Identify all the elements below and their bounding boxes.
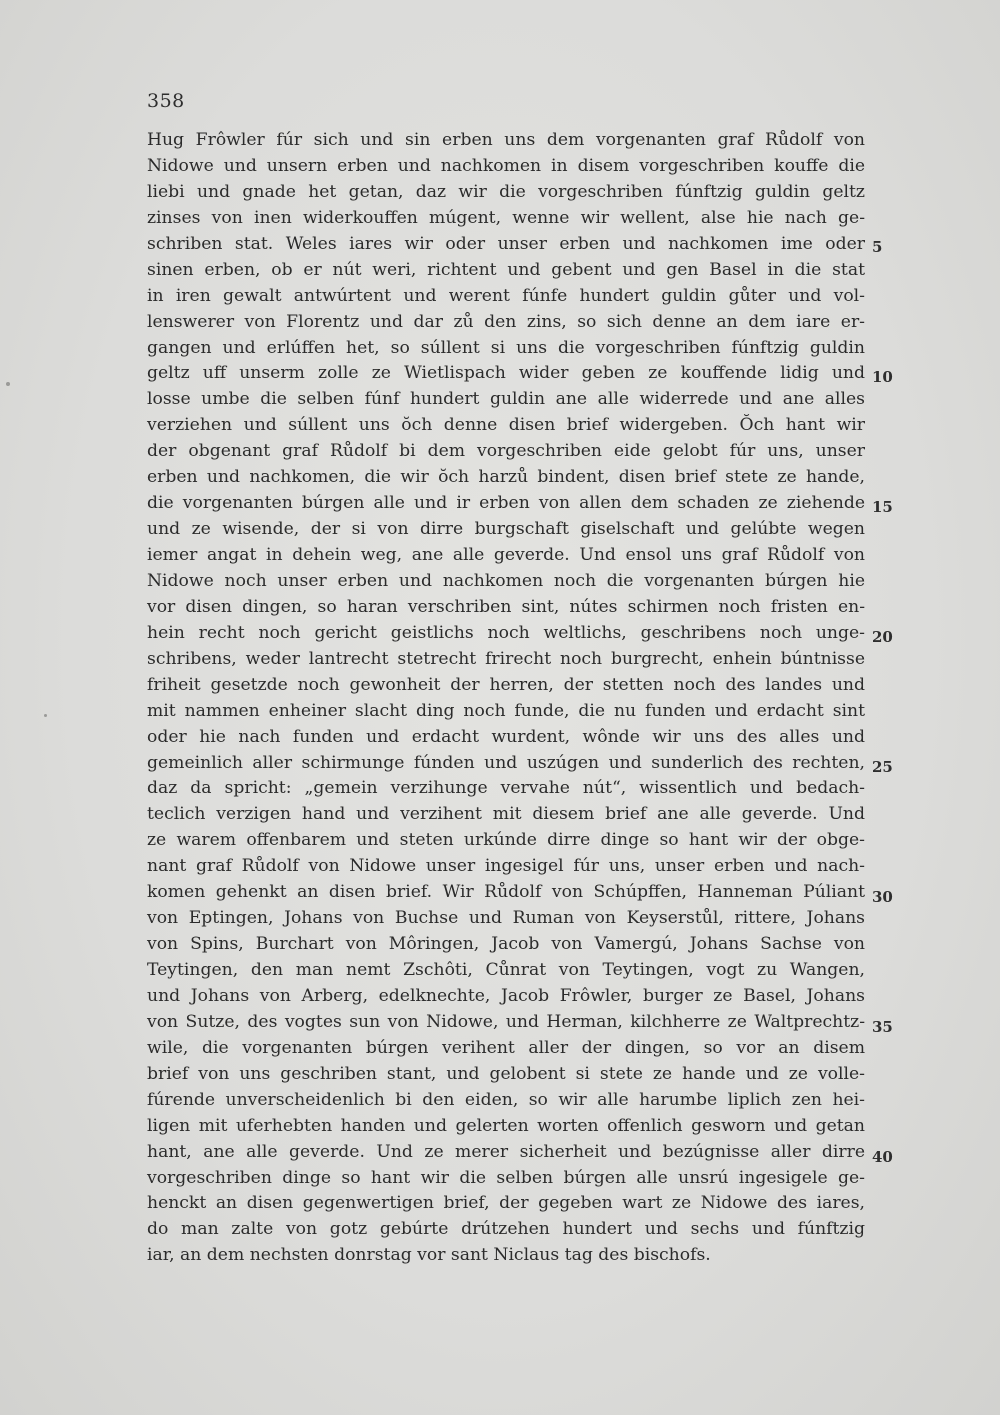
text-line: erben und nachkomen, die wir ŏch harzů bindent, disen brief stete ze hande, (147, 467, 865, 488)
text-line: und Johans von Arberg, edelknechte, Jacob Frôwler, burger ze Basel, Johans (147, 985, 865, 1006)
text-line: geltz uff unserm zolle ze Wietlispach wider geben ze kouffende lidig und (147, 363, 865, 384)
text-line: vorgeschriben dinge so hant wir die selben búrgen alle unsrú ingesigele ge- (147, 1167, 865, 1188)
text-line: liebi und gnade het getan, daz wir die vorgeschriben fúnftzig guldin geltz (147, 181, 865, 202)
text-line: henckt an disen gegenwertigen brief, der gegeben wart ze Nidowe des iares, (147, 1193, 865, 1214)
text-line: in iren gewalt antwúrtent und werent fúnfe hundert guldin gůter und vol- (147, 285, 865, 306)
text-line: von Eptingen, Johans von Buchse und Ruman von Keyserstůl, rittere, Johans (147, 908, 865, 929)
text-line: verziehen und súllent uns ŏch denne disen brief widergeben. Ŏch hant wir (147, 415, 865, 436)
text-line: lenswerer von Florentz und dar zů den zins, so sich denne an dem iare er- (147, 311, 865, 332)
text-line: Nidowe und unsern erben und nachkomen in disem vorgeschriben kouffe die (147, 155, 865, 176)
text-line: zinses von inen widerkouffen múgent, wenne wir wellent, alse hie nach ge- (147, 207, 865, 228)
line-number-marker: 25 (872, 758, 893, 776)
text-line: hein recht noch gericht geistlichs noch weltlichs, geschribens noch unge- (147, 622, 865, 643)
line-number-marker: 30 (872, 888, 893, 906)
text-line: hant, ane alle geverde. Und ze merer sicherheit und bezúgnisse aller dirre (147, 1141, 865, 1162)
text-line: von Spins, Burchart von Môringen, Jacob von Vamergú, Johans Sachse von (147, 934, 865, 955)
text-line: oder hie nach funden und erdacht wurdent, wônde wir uns des alles und (147, 726, 865, 747)
line-number-marker: 20 (872, 628, 893, 646)
text-line: friheit gesetzde noch gewonheit der herren, der stetten noch des landes und (147, 674, 865, 695)
text-line: daz da spricht: „gemein verzihunge vervahe nút“, wissentlich und bedach- (147, 778, 865, 799)
text-line: sinen erben, ob er nút weri, richtent und gebent und gen Basel in die stat (147, 259, 865, 280)
text-line: brief von uns geschriben stant, und gelobent si stete ze hande und ze volle- (147, 1063, 865, 1084)
line-number-marker: 5 (872, 238, 883, 256)
line-number-marker: 15 (872, 498, 893, 516)
paper-speck (6, 382, 10, 386)
line-number-marker: 40 (872, 1148, 893, 1166)
text-line: fúrende unverscheidenlich bi den eiden, so wir alle harumbe liplich zen hei- (147, 1089, 865, 1110)
text-line: Nidowe noch unser erben und nachkomen noch die vorgenanten búrgen hie (147, 570, 865, 591)
line-number-marker: 10 (872, 368, 893, 386)
text-line: teclich verzigen hand und verzihent mit diesem brief ane alle geverde. Und (147, 804, 865, 825)
text-line: und ze wisende, der si von dirre burgschaft giselschaft und gelúbte wegen (147, 519, 865, 540)
text-line: Hug Frôwler fúr sich und sin erben uns dem vorgenanten graf Růdolf von (147, 130, 865, 150)
page-number: 358 (147, 90, 185, 112)
text-line: do man zalte von gotz gebúrte drútzehen hundert und sechs und fúnftzig (147, 1219, 865, 1240)
text-line: gangen und erlúffen het, so súllent si uns die vorgeschriben fúnftzig guldin (147, 337, 865, 358)
text-line: losse umbe die selben fúnf hundert guldin ane alle widerrede und ane alles (147, 389, 865, 410)
text-line: der obgenant graf Růdolf bi dem vorgeschriben eide gelobt fúr uns, unser (147, 441, 865, 462)
text-line: schribens, weder lantrecht stetrecht frirecht noch burgrecht, enhein búntnisse (147, 648, 865, 669)
paper-speck (44, 714, 47, 717)
text-line: von Sutze, des vogtes sun von Nidowe, und Herman, kilchherre ze Waltprechtz- (147, 1011, 865, 1032)
body-text (147, 128, 865, 1269)
text-line: vor disen dingen, so haran verschriben sint, nútes schirmen noch fristen en- (147, 596, 865, 617)
text-line: komen gehenkt an disen brief. Wir Růdolf von Schúpffen, Hanneman Púliant (147, 882, 865, 903)
text-line: gemeinlich aller schirmunge fúnden und uszúgen und sunderlich des rechten, (147, 752, 865, 773)
text-line: iemer angat in dehein weg, ane alle geverde. Und ensol uns graf Růdolf von (147, 545, 865, 565)
line-number-marker: 35 (872, 1018, 893, 1036)
text-line: nant graf Růdolf von Nidowe unser ingesigel fúr uns, unser erben und nach- (147, 856, 865, 877)
text-line: Teytingen, den man nemt Zschôti, Cůnrat von Teytingen, vogt zu Wangen, (147, 960, 865, 980)
text-line: wile, die vorgenanten búrgen verihent aller der dingen, so vor an disem (147, 1037, 865, 1058)
text-line: ze warem offenbarem und steten urkúnde dirre dinge so hant wir der obge- (147, 830, 865, 851)
text-line: mit nammen enheiner slacht ding noch funde, die nu funden und erdacht sint (147, 700, 865, 721)
text-line: schriben stat. Weles iares wir oder unser erben und nachkomen ime oder (147, 233, 865, 254)
text-line: iar, an dem nechsten donrstag vor sant Niclaus tag des bischofs. (147, 1245, 711, 1266)
text-line: ligen mit uferhebten handen und gelerten worten offenlich gesworn und getan (147, 1115, 865, 1136)
text-line: die vorgenanten búrgen alle und ir erben von allen dem schaden ze ziehende (147, 493, 865, 514)
